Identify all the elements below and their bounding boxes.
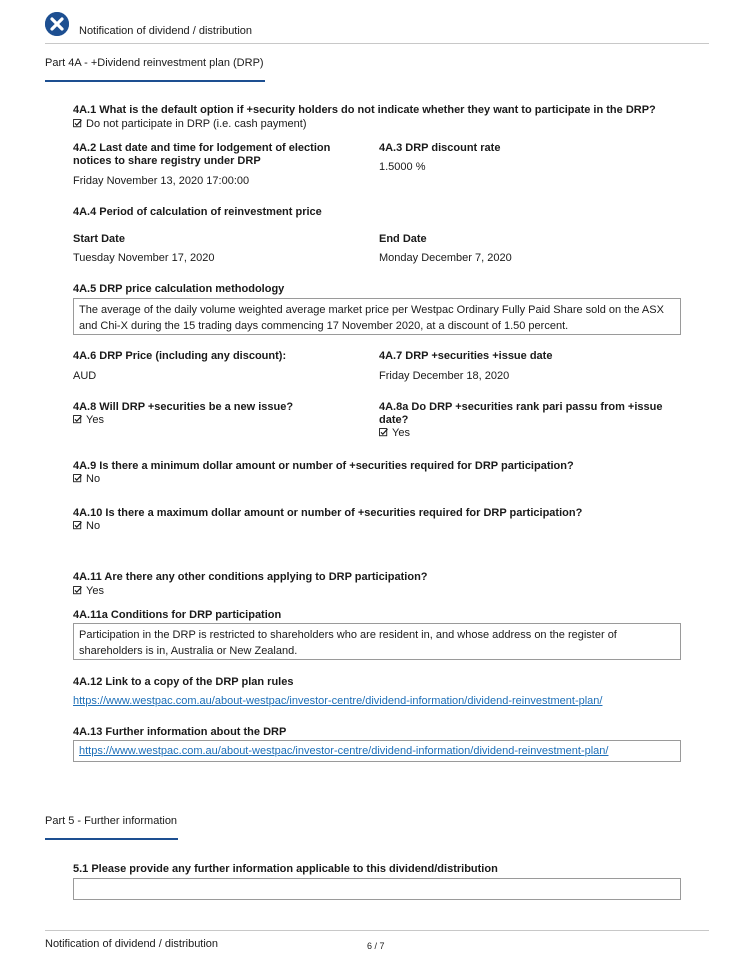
- page-number: 6 / 7: [367, 941, 385, 951]
- drp-plan-rules-link[interactable]: https://www.westpac.com.au/about-westpac/investor-centre/dividend-information/dividend-reinvestment-plan/: [73, 695, 603, 707]
- q4a11-question: 4A.11 Are there any other conditions applying to DRP participation?: [73, 571, 428, 583]
- header-title: Notification of dividend / distribution: [79, 25, 253, 37]
- q4a6-answer: AUD: [73, 370, 97, 382]
- q4a12-question: 4A.12 Link to a copy of the DRP plan rules: [73, 676, 294, 688]
- q4a8-question: 4A.8 Will DRP +securities be a new issue?: [73, 401, 294, 413]
- part-5-title: Part 5 - Further information: [45, 815, 178, 827]
- q4a11a-answer-box: Participation in the DRP is restricted to shareholders who are resident in, and whose address on the register of shareholders is in, Australia or New Zealand.: [73, 623, 681, 660]
- q4a2-question: 4A.2 Last date and time for lodgement of election notices to share registry under DRP: [73, 142, 331, 167]
- q4a1-answer-row: [73, 117, 307, 131]
- q4a2-answer: Friday November 13, 2020 17:00:00: [73, 175, 250, 187]
- q4a8a-answer-row: [379, 426, 410, 440]
- q4a10-answer: No: [86, 520, 101, 532]
- q4a11a-question: 4A.11a Conditions for DRP participation: [73, 609, 282, 621]
- q4a13-question: 4A.13 Further information about the DRP: [73, 726, 287, 738]
- checkbox-checked-icon: [73, 521, 82, 530]
- q4a9-answer: No: [86, 473, 101, 485]
- q4a5-answer-box: The average of the daily volume weighted average market price per Westpac Ordinary Fully Paid Share sold on the ASX and Chi-X during the 15 trading days commencing 17 November 2020, at a discount of 1.50 percent.: [73, 298, 681, 335]
- q4a3-answer: 1.5000 %: [379, 161, 426, 173]
- q4a11-answer-row: [73, 584, 104, 598]
- q4a13-answer-box: [73, 740, 681, 762]
- q4a8a-answer: Yes: [392, 427, 410, 439]
- q4a8-answer: Yes: [86, 414, 104, 426]
- asx-logo-icon: [45, 12, 69, 36]
- checkbox-checked-icon: [73, 586, 82, 595]
- end-date-value: Monday December 7, 2020: [379, 252, 512, 264]
- q4a7-answer: Friday December 18, 2020: [379, 370, 510, 382]
- q4a7-question: 4A.7 DRP +securities +issue date: [379, 350, 553, 362]
- page-header: [45, 12, 709, 44]
- q4a9-question: 4A.9 Is there a minimum dollar amount or number of +securities required for DRP participation?: [73, 460, 574, 472]
- checkbox-checked-icon: [73, 474, 82, 483]
- q4a11-answer: Yes: [86, 585, 104, 597]
- part-4a-title: Part 4A - +Dividend reinvestment plan (DRP): [45, 57, 264, 69]
- q51-answer-box: [73, 878, 681, 900]
- checkbox-checked-icon: [73, 415, 82, 424]
- q4a10-answer-row: [73, 519, 100, 533]
- start-date-value: Tuesday November 17, 2020: [73, 252, 215, 264]
- q4a8-answer-row: [73, 413, 104, 427]
- part-4a-underline: [45, 80, 265, 82]
- q4a8a-question: 4A.8a Do DRP +securities rank pari passu from +issue date?: [379, 401, 663, 426]
- part-5-underline: [45, 838, 178, 840]
- checkbox-checked-icon: [379, 428, 388, 437]
- start-date-label: Start Date: [73, 233, 125, 245]
- q4a9-answer-row: [73, 472, 100, 486]
- q4a10-question: 4A.10 Is there a maximum dollar amount or number of +securities required for DRP participation?: [73, 507, 583, 519]
- footer-title: Notification of dividend / distribution: [45, 938, 219, 950]
- q4a4-question: 4A.4 Period of calculation of reinvestment price: [73, 206, 322, 218]
- q4a5-question: 4A.5 DRP price calculation methodology: [73, 283, 285, 295]
- q51-question: 5.1 Please provide any further information applicable to this dividend/distribution: [73, 863, 498, 875]
- q4a3-question: 4A.3 DRP discount rate: [379, 142, 501, 154]
- q4a6-question: 4A.6 DRP Price (including any discount):: [73, 350, 287, 362]
- q4a1-answer: Do not participate in DRP (i.e. cash payment): [86, 118, 307, 130]
- q4a1-question: 4A.1 What is the default option if +security holders do not indicate whether they want to participate in the DRP?: [73, 104, 656, 116]
- drp-further-info-link[interactable]: https://www.westpac.com.au/about-westpac/investor-centre/dividend-information/dividend-reinvestment-plan/: [79, 745, 609, 757]
- footer-divider: [45, 930, 709, 931]
- end-date-label: End Date: [379, 233, 427, 245]
- checkbox-checked-icon: [73, 119, 82, 128]
